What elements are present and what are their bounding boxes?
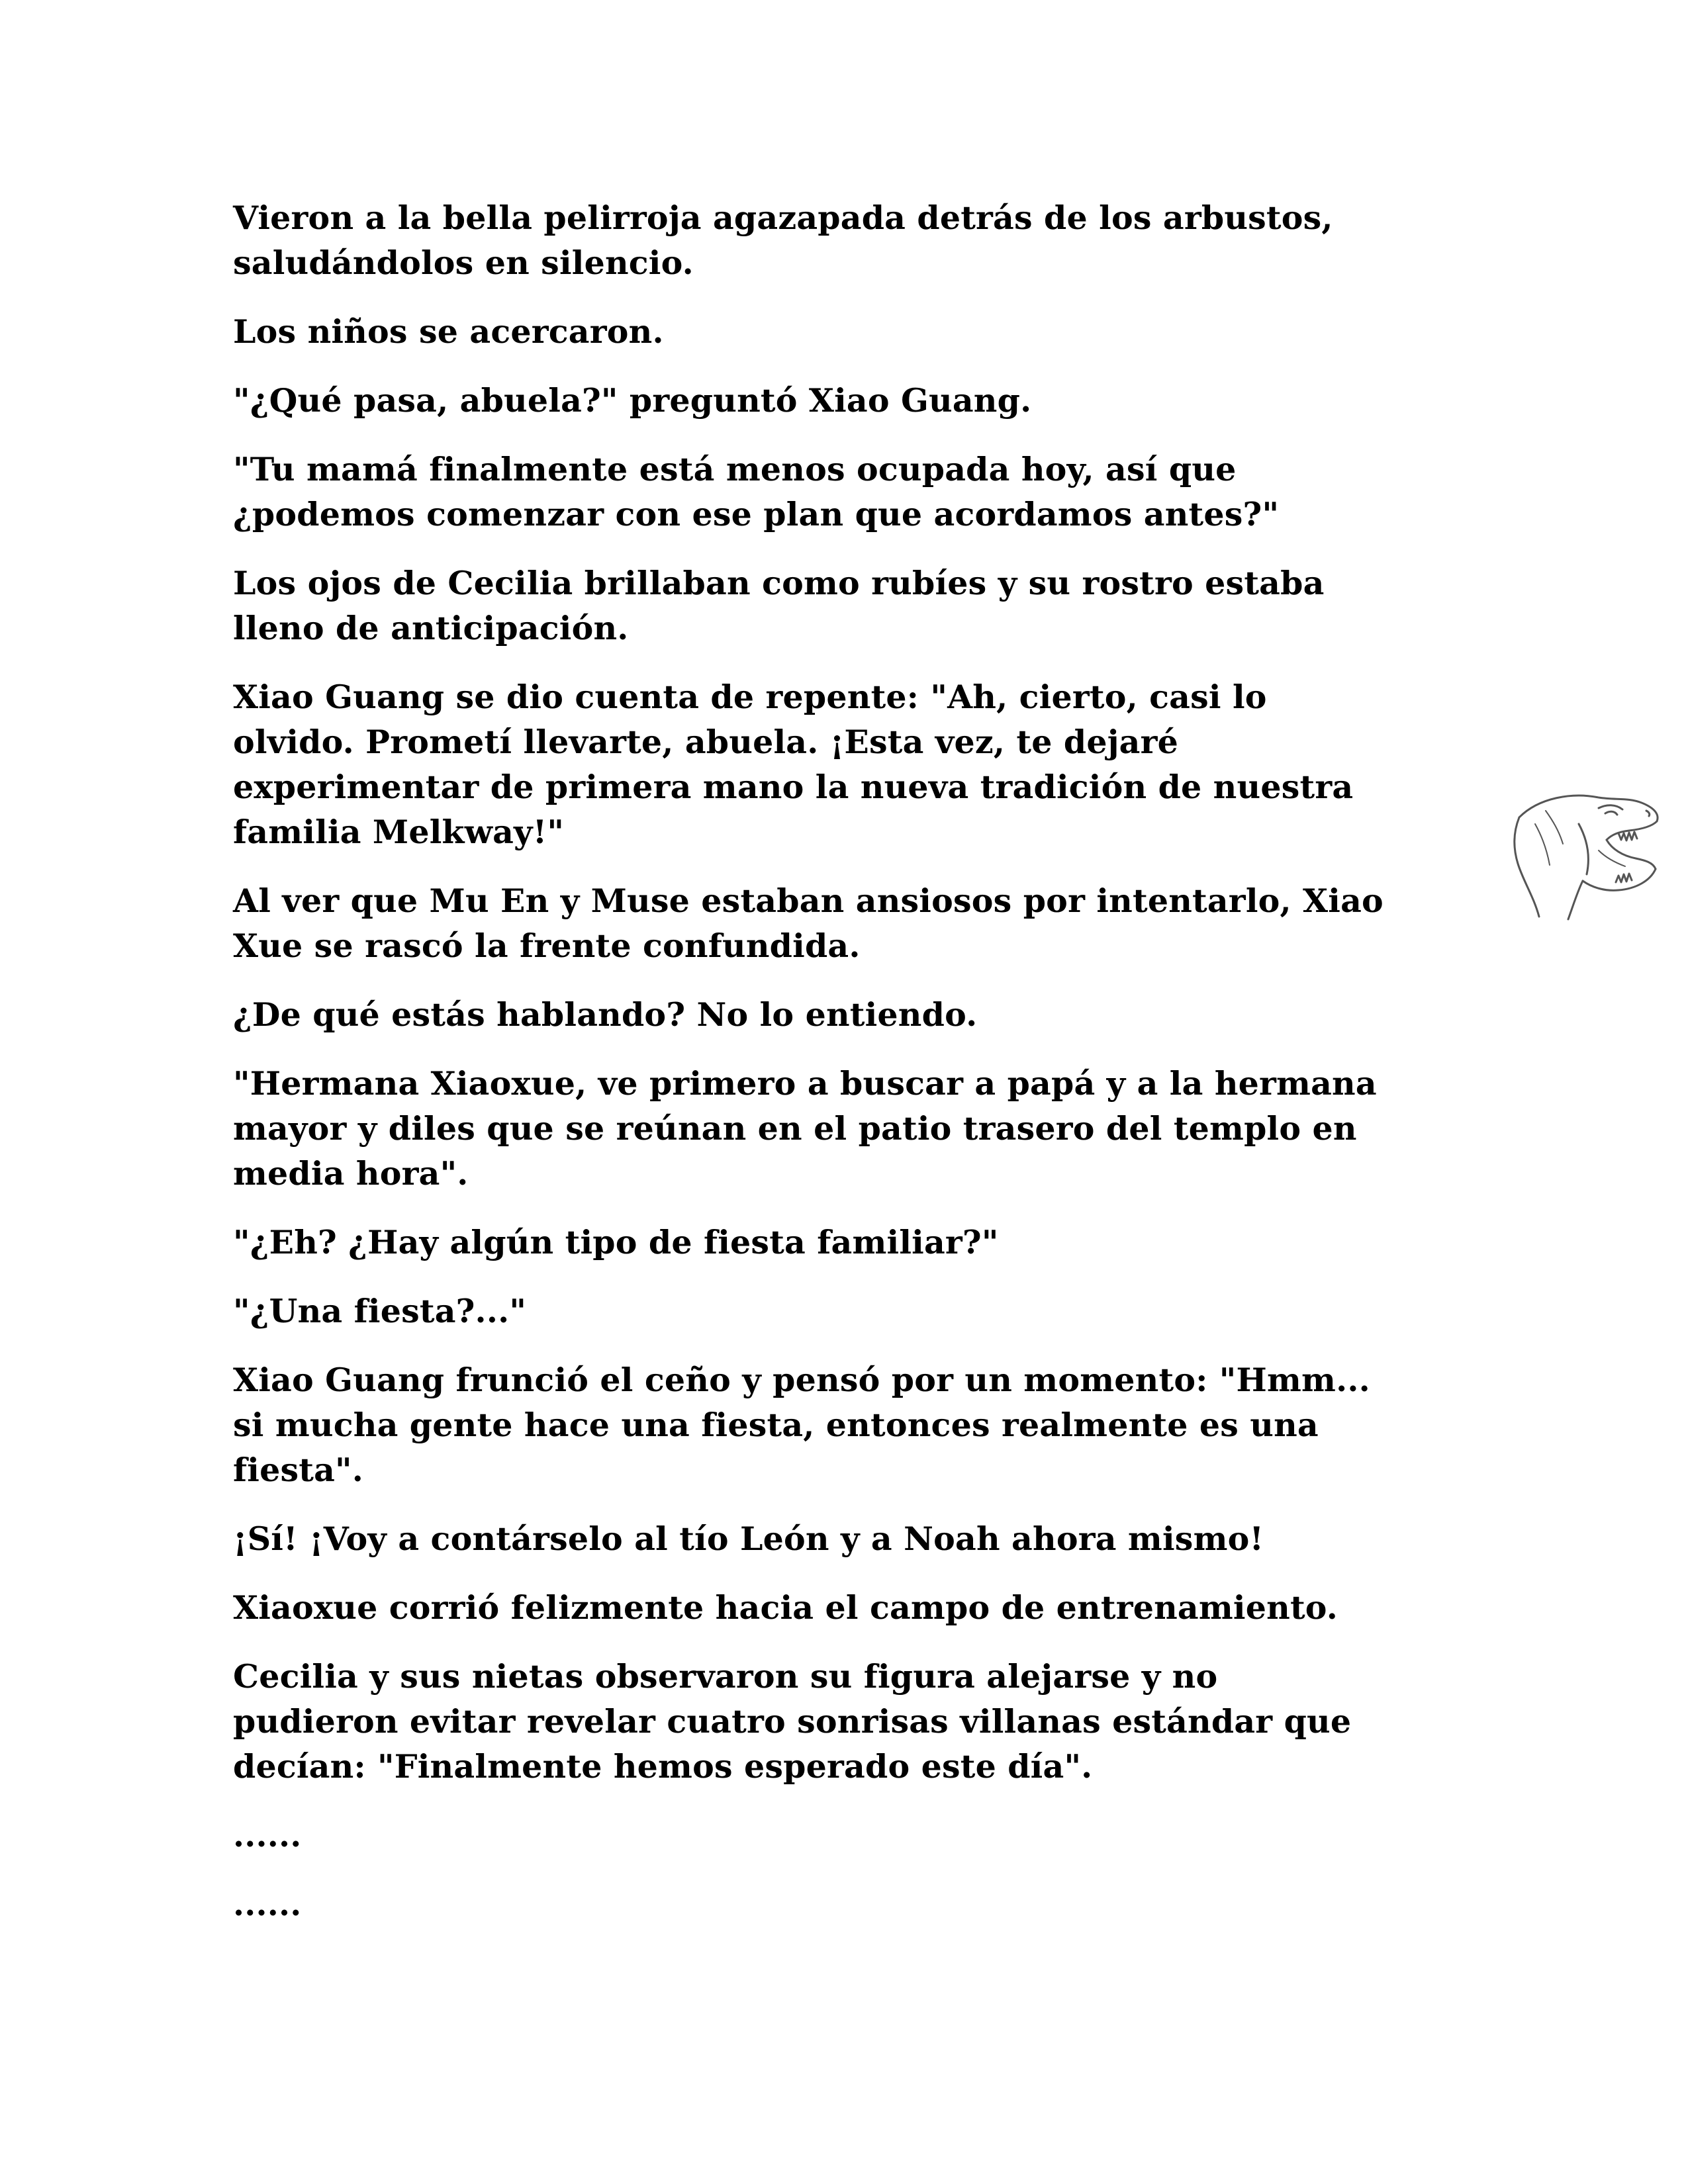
text-line: mayor y diles que se reúnan en el patio trasero del templo en [233,1109,1357,1148]
text-line: Xue se rascó la frente confundida. [233,927,861,965]
scene-separator: ...... [233,1885,302,1923]
text-line: "¿Eh? ¿Hay algún tipo de fiesta familiar?" [233,1223,999,1261]
text-line: fiesta". [233,1451,364,1489]
text-line: "¿Una fiesta?..." [233,1292,527,1330]
paragraph [233,1061,1464,1196]
paragraph [233,309,1464,354]
text-line: decían: "Finalmente hemos esperado este día". [233,1747,1093,1786]
paragraph [233,1289,1464,1334]
text-line: pudieron evitar revelar cuatro sonrisas villanas estándar que [233,1702,1352,1741]
text-line: Xiao Guang se dio cuenta de repente: "Ah, cierto, casi lo [233,678,1267,716]
paragraph [233,1220,1464,1265]
paragraph [233,378,1464,423]
text-line: ¡Sí! ¡Voy a contárselo al tío León y a Noah ahora mismo! [233,1520,1264,1558]
paragraph [233,1357,1464,1492]
text-line: lleno de anticipación. [233,609,629,647]
text-line: Vieron a la bella pelirroja agazapada detrás de los arbustos, [233,199,1333,237]
paragraph [233,1516,1464,1561]
text-line: "¿Qué pasa, abuela?" preguntó Xiao Guang. [233,381,1032,420]
paragraph [233,195,1464,285]
text-line: si mucha gente hace una fiesta, entonces realmente es una [233,1406,1319,1444]
paragraph [233,1654,1464,1789]
scene-separator: ...... [233,1816,302,1854]
text-line: media hora". [233,1154,469,1193]
text-line: Los ojos de Cecilia brillaban como rubíes y su rostro estaba [233,564,1325,602]
dinosaur-head-sketch-icon [1499,778,1668,927]
text-line: ¿De qué estás hablando? No lo entiendo. [233,995,978,1034]
text-line: ¿podemos comenzar con ese plan que acordamos antes?" [233,495,1280,533]
text-line: "Hermana Xiaoxue, ve primero a buscar a papá y a la hermana [233,1064,1377,1103]
text-line: Al ver que Mu En y Muse estaban ansiosos por intentarlo, Xiao [233,882,1383,920]
text-line: Xiaoxue corrió felizmente hacia el campo de entrenamiento. [233,1588,1338,1627]
story-text [233,195,1464,1950]
paragraph [233,447,1464,537]
text-line: Xiao Guang frunció el ceño y pensó por un momento: "Hmm... [233,1361,1370,1399]
paragraph [233,674,1464,854]
text-line: familia Melkway!" [233,813,565,851]
paragraph [233,878,1464,968]
text-line: Cecilia y sus nietas observaron su figura alejarse y no [233,1657,1218,1696]
paragraph [233,992,1464,1037]
text-line: experimentar de primera mano la nueva tradición de nuestra [233,768,1354,806]
text-line: olvido. Prometí llevarte, abuela. ¡Esta vez, te dejaré [233,723,1178,761]
text-line: saludándolos en silencio. [233,244,694,282]
text-line: Los niños se acercaron. [233,312,664,351]
paragraph [233,1585,1464,1630]
text-line: "Tu mamá finalmente está menos ocupada hoy, así que [233,450,1237,488]
paragraph [233,561,1464,651]
